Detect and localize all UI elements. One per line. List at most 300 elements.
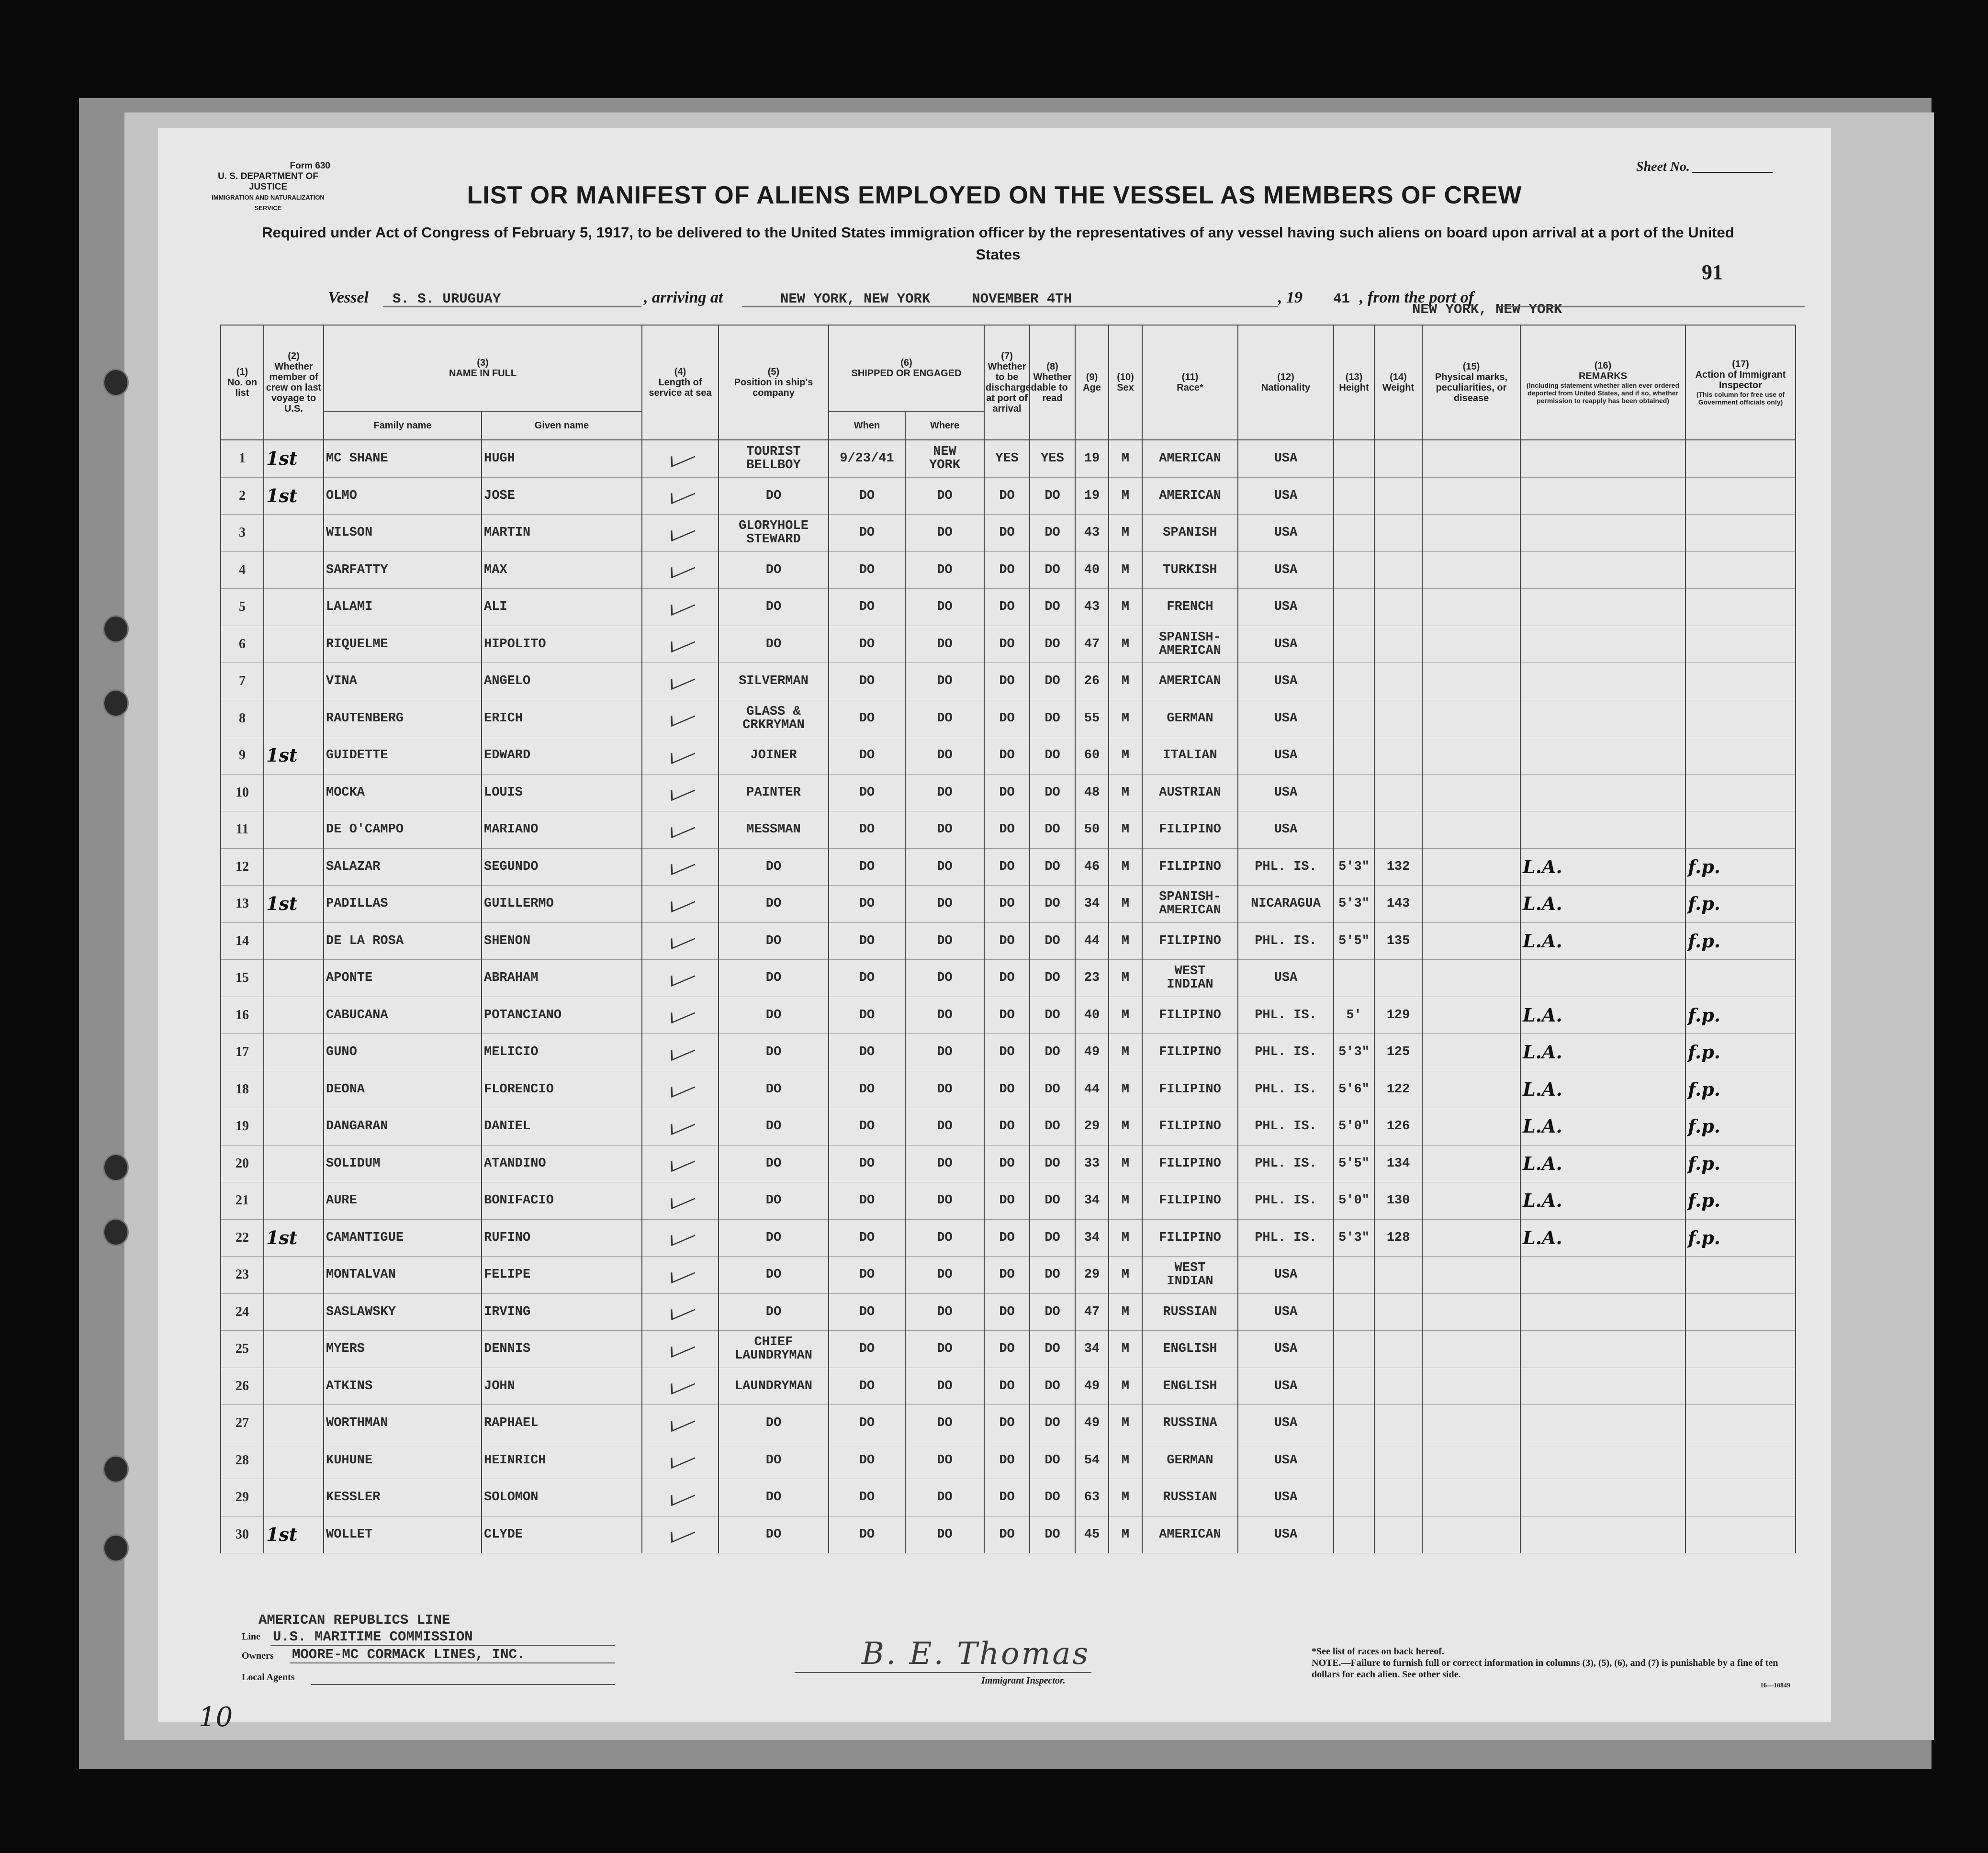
inspector-label: Immigrant Inspector. — [981, 1675, 1066, 1686]
table-row — [221, 960, 1796, 997]
cell-sex: M — [1109, 1034, 1142, 1071]
col-header-physical-marks: (15) Physical marks, peculiarities, or disease — [1422, 325, 1520, 440]
line-label: Line — [242, 1631, 260, 1642]
cell-position: DO — [719, 551, 829, 589]
col-header-discharged: (7) Whether to be discharged at port of arrival — [984, 325, 1030, 440]
cell-sex: M — [1109, 440, 1142, 477]
cell-no: 16 — [221, 997, 264, 1034]
service-checkmark — [642, 1257, 719, 1294]
cell-height — [1334, 551, 1374, 589]
footnote-block — [1312, 1646, 1790, 1692]
cell-nationality: USA — [1238, 626, 1334, 663]
service-checkmark — [642, 515, 719, 552]
cell-when: DO — [829, 626, 905, 663]
cell-family: DE O'CAMPO — [324, 811, 482, 849]
cell-where: DO — [905, 626, 984, 663]
cell-height: 5'0" — [1334, 1182, 1374, 1220]
cell-discharged: DO — [984, 1071, 1030, 1108]
cell-when: DO — [829, 1182, 905, 1220]
cell-where: NEW YORK — [905, 440, 984, 477]
col-header-when: When — [829, 411, 905, 440]
cell-action: f.p. — [1685, 1108, 1796, 1145]
cell-age: 49 — [1075, 1034, 1109, 1071]
cell-read: DO — [1030, 700, 1075, 737]
cell-physical-marks — [1422, 1182, 1520, 1220]
cell-age: 34 — [1075, 1182, 1109, 1220]
cell-age: 40 — [1075, 997, 1109, 1034]
table-row — [221, 1071, 1796, 1108]
cell-nationality: PHL. IS. — [1238, 1182, 1334, 1220]
cell-given: FLORENCIO — [482, 1071, 642, 1108]
cell-given: JOSE — [482, 477, 642, 515]
cell-family: CABUCANA — [324, 997, 482, 1034]
cell-nationality: PHL. IS. — [1238, 848, 1334, 886]
cell-physical-marks — [1422, 886, 1520, 923]
cell-position: LAUNDRYMAN — [719, 1368, 829, 1405]
cell-no: 10 — [221, 774, 264, 811]
cell-when: 9/23/41 — [829, 440, 905, 477]
form-subtitle: Required under Act of Congress of February 5, 1917, to be delivered to the United States immigration officer by the representatives of any vessel having such aliens on board upon arrival at a port of the United States — [262, 224, 1734, 263]
cell-read: DO — [1030, 997, 1075, 1034]
cell-voyage — [264, 1071, 324, 1108]
cell-height: 5'0" — [1334, 1108, 1374, 1145]
cell-voyage — [264, 1108, 324, 1145]
cell-where: DO — [905, 1331, 984, 1368]
checkmark-icon — [670, 706, 695, 727]
manifest-sheet — [158, 128, 1831, 1722]
cell-when: DO — [829, 589, 905, 626]
cell-discharged: DO — [984, 663, 1030, 700]
cell-position: DO — [719, 848, 829, 886]
cell-age: 45 — [1075, 1516, 1109, 1553]
cell-where: DO — [905, 1257, 984, 1294]
arrival-year: 41 — [1333, 291, 1350, 307]
cell-nationality: PHL. IS. — [1238, 1219, 1334, 1257]
cell-when: DO — [829, 1108, 905, 1145]
cell-family: OLMO — [324, 477, 482, 515]
service-checkmark — [642, 997, 719, 1034]
cell-physical-marks — [1422, 440, 1520, 477]
binder-hole — [103, 1455, 129, 1483]
cell-read: DO — [1030, 1219, 1075, 1257]
col-header-name: (3) NAME IN FULL — [324, 325, 642, 411]
cell-age: 34 — [1075, 1219, 1109, 1257]
cell-height — [1334, 1368, 1374, 1405]
crew-rows — [221, 440, 1796, 1553]
cell-family: KUHUNE — [324, 1442, 482, 1479]
cell-race: RUSSIAN — [1142, 1293, 1238, 1331]
cell-given: MAX — [482, 551, 642, 589]
table-row — [221, 811, 1796, 849]
cell-given: SOLOMON — [482, 1479, 642, 1516]
cell-voyage: 1st — [264, 886, 324, 923]
cell-discharged: DO — [984, 1219, 1030, 1257]
from-port-label: , from the port of — [1359, 289, 1474, 306]
cell-age: 44 — [1075, 922, 1109, 960]
service-checkmark — [642, 589, 719, 626]
col-header-last-voyage: (2) Whether member of crew on last voyage to U.S. — [264, 325, 324, 440]
cell-position: DO — [719, 1145, 829, 1182]
cell-race: SPANISH — [1142, 515, 1238, 552]
cell-when: DO — [829, 1405, 905, 1442]
cell-when: DO — [829, 1071, 905, 1108]
checkmark-icon — [670, 1411, 695, 1432]
cell-read: DO — [1030, 1293, 1075, 1331]
cell-race: AMERICAN — [1142, 663, 1238, 700]
cell-action — [1685, 1293, 1796, 1331]
cell-voyage — [264, 960, 324, 997]
cell-discharged: DO — [984, 1108, 1030, 1145]
checkmark-icon — [670, 1225, 695, 1246]
table-row — [221, 551, 1796, 589]
cell-nationality: USA — [1238, 663, 1334, 700]
cell-height — [1334, 1405, 1374, 1442]
cell-given: SHENON — [482, 922, 642, 960]
cell-sex: M — [1109, 1516, 1142, 1553]
cell-given: MARTIN — [482, 515, 642, 552]
service-checkmark — [642, 1442, 719, 1479]
cell-position: DO — [719, 1071, 829, 1108]
cell-when: DO — [829, 551, 905, 589]
cell-position: TOURIST BELLBOY — [719, 440, 829, 477]
service-checkmark — [642, 1034, 719, 1071]
cell-position: PAINTER — [719, 774, 829, 811]
page-number: 91 — [1702, 260, 1723, 284]
cell-voyage — [264, 1034, 324, 1071]
cell-nationality: USA — [1238, 1516, 1334, 1553]
cell-when: DO — [829, 1516, 905, 1553]
cell-height: 5'5" — [1334, 1145, 1374, 1182]
cell-discharged: DO — [984, 551, 1030, 589]
table-row — [221, 1368, 1796, 1405]
cell-age: 33 — [1075, 1145, 1109, 1182]
cell-physical-marks — [1422, 1293, 1520, 1331]
cell-height — [1334, 589, 1374, 626]
checkmark-icon — [670, 854, 695, 875]
cell-no: 27 — [221, 1405, 264, 1442]
cell-height: 5'3" — [1334, 1034, 1374, 1071]
cell-weight — [1374, 1405, 1422, 1442]
cell-sex: M — [1109, 1182, 1142, 1220]
cell-when: DO — [829, 848, 905, 886]
service-checkmark — [642, 960, 719, 997]
cell-sex: M — [1109, 1368, 1142, 1405]
cell-voyage — [264, 848, 324, 886]
cell-voyage — [264, 663, 324, 700]
cell-physical-marks — [1422, 1108, 1520, 1145]
cell-race: FRENCH — [1142, 589, 1238, 626]
cell-no: 7 — [221, 663, 264, 700]
cell-action — [1685, 1368, 1796, 1405]
cell-no: 25 — [221, 1331, 264, 1368]
table-row — [221, 1331, 1796, 1368]
cell-race: FILIPINO — [1142, 922, 1238, 960]
cell-read: DO — [1030, 922, 1075, 960]
cell-given: SEGUNDO — [482, 848, 642, 886]
cell-where: DO — [905, 997, 984, 1034]
cell-read: DO — [1030, 1368, 1075, 1405]
cell-action — [1685, 774, 1796, 811]
cell-physical-marks — [1422, 626, 1520, 663]
cell-position: DO — [719, 960, 829, 997]
cell-no: 4 — [221, 551, 264, 589]
cell-no: 20 — [221, 1145, 264, 1182]
cell-race: SPANISH- AMERICAN — [1142, 626, 1238, 663]
cell-nationality: USA — [1238, 1405, 1334, 1442]
cell-race: RUSSIAN — [1142, 1479, 1238, 1516]
cell-where: DO — [905, 1219, 984, 1257]
cell-remarks — [1520, 1405, 1685, 1442]
cell-height — [1334, 1479, 1374, 1516]
cell-action: f.p. — [1685, 886, 1796, 923]
cell-voyage — [264, 1479, 324, 1516]
cell-race: AMERICAN — [1142, 477, 1238, 515]
cell-read: DO — [1030, 1331, 1075, 1368]
cell-no: 23 — [221, 1257, 264, 1294]
cell-race: ITALIAN — [1142, 737, 1238, 775]
cell-position: DO — [719, 1257, 829, 1294]
cell-race: GERMAN — [1142, 1442, 1238, 1479]
cell-voyage — [264, 589, 324, 626]
cell-remarks — [1520, 589, 1685, 626]
cell-when: DO — [829, 1368, 905, 1405]
cell-action — [1685, 700, 1796, 737]
cell-given: IRVING — [482, 1293, 642, 1331]
cell-height: 5'3" — [1334, 1219, 1374, 1257]
cell-action — [1685, 551, 1796, 589]
service-name: IMMIGRATION AND NATURALIZATION SERVICE — [212, 194, 325, 212]
cell-age: 40 — [1075, 551, 1109, 589]
cell-read: DO — [1030, 1516, 1075, 1553]
checkmark-icon — [670, 780, 695, 801]
cell-discharged: DO — [984, 1145, 1030, 1182]
cell-where: DO — [905, 700, 984, 737]
cell-age: 55 — [1075, 700, 1109, 737]
cell-family: WOLLET — [324, 1516, 482, 1553]
cell-family: AURE — [324, 1182, 482, 1220]
cell-physical-marks — [1422, 1331, 1520, 1368]
cell-no: 19 — [221, 1108, 264, 1145]
cell-sex: M — [1109, 997, 1142, 1034]
cell-nationality: USA — [1238, 1257, 1334, 1294]
table-row — [221, 589, 1796, 626]
service-checkmark — [642, 886, 719, 923]
cell-race: WEST INDIAN — [1142, 1257, 1238, 1294]
cell-voyage: 1st — [264, 1516, 324, 1553]
cell-voyage: 1st — [264, 440, 324, 477]
cell-read: DO — [1030, 1405, 1075, 1442]
service-checkmark — [642, 440, 719, 477]
cell-sex: M — [1109, 1145, 1142, 1182]
cell-weight — [1374, 1479, 1422, 1516]
cell-remarks: L.A. — [1520, 997, 1685, 1034]
cell-position: DO — [719, 477, 829, 515]
cell-voyage — [264, 1442, 324, 1479]
cell-read: YES — [1030, 440, 1075, 477]
cell-family: MYERS — [324, 1331, 482, 1368]
cell-physical-marks — [1422, 811, 1520, 849]
cell-discharged: DO — [984, 997, 1030, 1034]
col-header-where: Where — [905, 411, 984, 440]
cell-action — [1685, 440, 1796, 477]
cell-family: CAMANTIGUE — [324, 1219, 482, 1257]
cell-action: f.p. — [1685, 848, 1796, 886]
cell-no: 5 — [221, 589, 264, 626]
cell-when: DO — [829, 1479, 905, 1516]
cell-read: DO — [1030, 1257, 1075, 1294]
cell-remarks — [1520, 1442, 1685, 1479]
table-row — [221, 922, 1796, 960]
cell-no: 13 — [221, 886, 264, 923]
cell-discharged: DO — [984, 1034, 1030, 1071]
cell-read: DO — [1030, 1479, 1075, 1516]
checkmark-icon — [670, 632, 695, 652]
checkmark-icon — [670, 1003, 695, 1023]
cell-read: DO — [1030, 737, 1075, 775]
service-checkmark — [642, 477, 719, 515]
cell-age: 48 — [1075, 774, 1109, 811]
cell-discharged: DO — [984, 848, 1030, 886]
cell-age: 50 — [1075, 811, 1109, 849]
cell-remarks — [1520, 960, 1685, 997]
cell-physical-marks — [1422, 1368, 1520, 1405]
cell-read: DO — [1030, 848, 1075, 886]
table-row — [221, 663, 1796, 700]
cell-weight: 130 — [1374, 1182, 1422, 1220]
cell-weight — [1374, 515, 1422, 552]
cell-weight: 132 — [1374, 848, 1422, 886]
cell-physical-marks — [1422, 848, 1520, 886]
cell-where: DO — [905, 811, 984, 849]
cell-race: FILIPINO — [1142, 1071, 1238, 1108]
cell-remarks — [1520, 515, 1685, 552]
cell-no: 6 — [221, 626, 264, 663]
cell-weight: 135 — [1374, 922, 1422, 960]
cell-discharged: YES — [984, 440, 1030, 477]
cell-action: f.p. — [1685, 1182, 1796, 1220]
cell-voyage — [264, 1145, 324, 1182]
cell-age: 29 — [1075, 1257, 1109, 1294]
line-value: AMERICAN REPUBLICS LINE — [258, 1612, 450, 1628]
vessel-label: Vessel — [328, 289, 369, 306]
cell-race: FILIPINO — [1142, 1108, 1238, 1145]
cell-where: DO — [905, 1368, 984, 1405]
service-checkmark — [642, 1479, 719, 1516]
cell-age: 19 — [1075, 477, 1109, 515]
cell-read: DO — [1030, 1071, 1075, 1108]
checkmark-icon — [670, 669, 695, 690]
cell-action — [1685, 515, 1796, 552]
cell-where: DO — [905, 515, 984, 552]
cell-no: 17 — [221, 1034, 264, 1071]
cell-nationality: USA — [1238, 440, 1334, 477]
cell-no: 30 — [221, 1516, 264, 1553]
cell-physical-marks — [1422, 1145, 1520, 1182]
service-checkmark — [642, 1516, 719, 1553]
cell-when: DO — [829, 515, 905, 552]
cell-where: DO — [905, 551, 984, 589]
cell-no: 8 — [221, 700, 264, 737]
table-row — [221, 774, 1796, 811]
cell-position: MESSMAN — [719, 811, 829, 849]
cell-nationality: PHL. IS. — [1238, 997, 1334, 1034]
form-title: LIST OR MANIFEST OF ALIENS EMPLOYED ON THE VESSEL AS MEMBERS OF CREW — [467, 181, 1522, 209]
cell-race: FILIPINO — [1142, 1219, 1238, 1257]
cell-weight: 143 — [1374, 886, 1422, 923]
cell-physical-marks — [1422, 1257, 1520, 1294]
cell-physical-marks — [1422, 922, 1520, 960]
cell-sex: M — [1109, 1331, 1142, 1368]
cell-action — [1685, 1516, 1796, 1553]
table-row — [221, 1293, 1796, 1331]
cell-given: BONIFACIO — [482, 1182, 642, 1220]
cell-read: DO — [1030, 477, 1075, 515]
cell-physical-marks — [1422, 1516, 1520, 1553]
service-checkmark — [642, 1293, 719, 1331]
cell-height — [1334, 626, 1374, 663]
cell-nationality: USA — [1238, 1479, 1334, 1516]
cell-race: AUSTRIAN — [1142, 774, 1238, 811]
cell-given: DENNIS — [482, 1331, 642, 1368]
arrival-port-date: NEW YORK, NEW YORK NOVEMBER 4TH — [780, 291, 1072, 307]
cell-remarks — [1520, 737, 1685, 775]
cell-where: DO — [905, 589, 984, 626]
cell-family: WORTHMAN — [324, 1405, 482, 1442]
cell-age: 49 — [1075, 1405, 1109, 1442]
cell-weight — [1374, 1293, 1422, 1331]
cell-weight: 125 — [1374, 1034, 1422, 1071]
col-header-shipped: (6) SHIPPED OR ENGAGED — [829, 325, 984, 411]
cell-age: 34 — [1075, 886, 1109, 923]
cell-height — [1334, 1257, 1374, 1294]
margin-handwritten-number: 10 — [199, 1702, 233, 1733]
cell-no: 24 — [221, 1293, 264, 1331]
cell-weight — [1374, 774, 1422, 811]
cell-discharged: DO — [984, 1442, 1030, 1479]
cell-voyage — [264, 1331, 324, 1368]
cell-given: HIPOLITO — [482, 626, 642, 663]
cell-remarks: L.A. — [1520, 886, 1685, 923]
cell-no: 28 — [221, 1442, 264, 1479]
cell-family: PADILLAS — [324, 886, 482, 923]
table-row — [221, 1516, 1796, 1553]
cell-weight — [1374, 1368, 1422, 1405]
cell-read: DO — [1030, 774, 1075, 811]
cell-race: RUSSINA — [1142, 1405, 1238, 1442]
cell-remarks — [1520, 477, 1685, 515]
cell-where: DO — [905, 1405, 984, 1442]
cell-discharged: DO — [984, 811, 1030, 849]
cell-physical-marks — [1422, 997, 1520, 1034]
cell-height: 5' — [1334, 997, 1374, 1034]
cell-weight — [1374, 1331, 1422, 1368]
cell-position: DO — [719, 589, 829, 626]
year-label: , 19 — [1278, 289, 1303, 306]
cell-sex: M — [1109, 515, 1142, 552]
cell-when: DO — [829, 1034, 905, 1071]
cell-height — [1334, 477, 1374, 515]
table-row — [221, 1108, 1796, 1145]
cell-when: DO — [829, 1293, 905, 1331]
checkmark-icon — [670, 1485, 695, 1506]
service-checkmark — [642, 922, 719, 960]
cell-given: DANIEL — [482, 1108, 642, 1145]
cell-discharged: DO — [984, 1331, 1030, 1368]
cell-nationality: PHL. IS. — [1238, 1108, 1334, 1145]
cell-when: DO — [829, 1257, 905, 1294]
cell-action: f.p. — [1685, 1145, 1796, 1182]
cell-position: DO — [719, 997, 829, 1034]
